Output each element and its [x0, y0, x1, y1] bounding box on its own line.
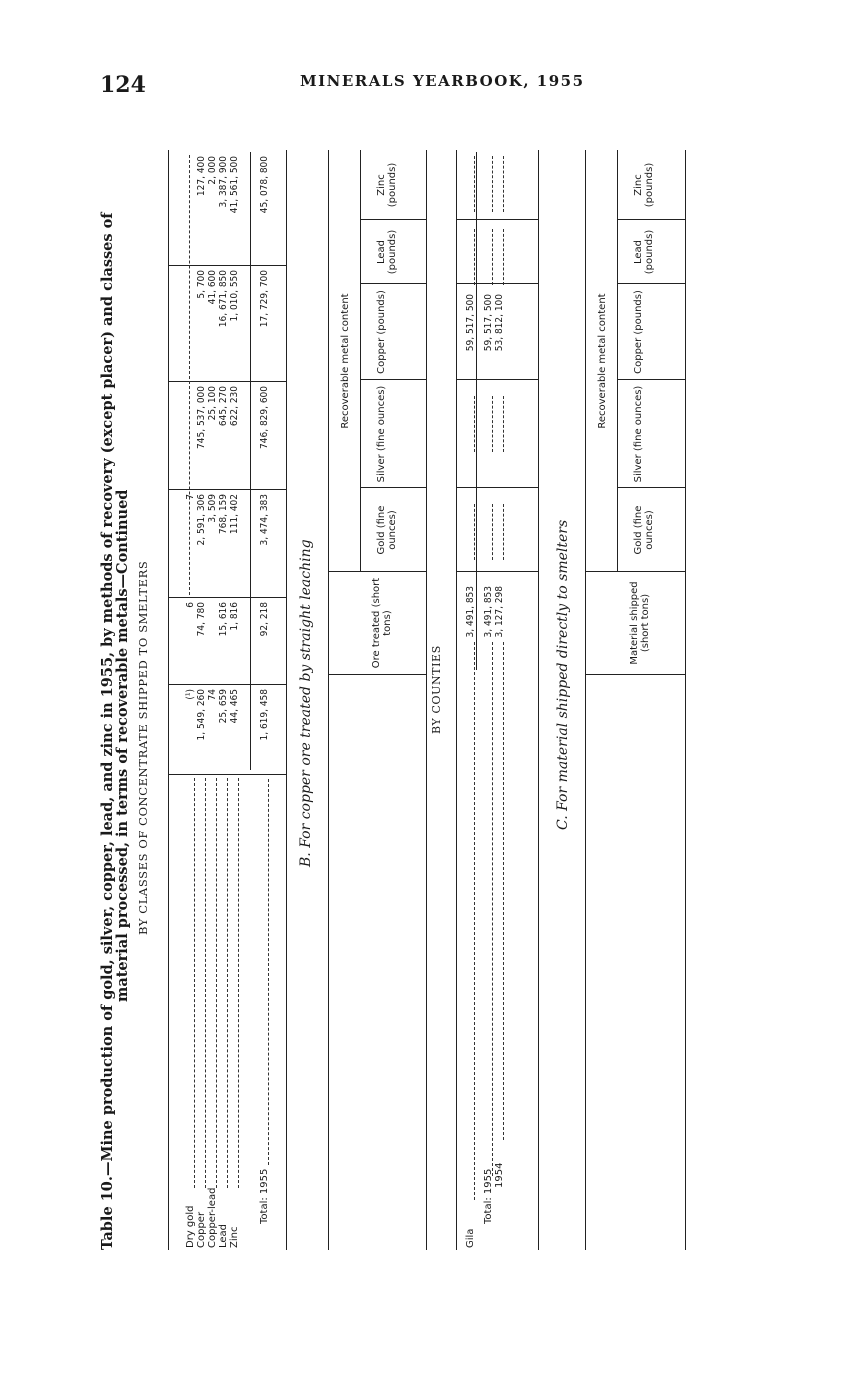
table-c-group-rule: [617, 150, 618, 572]
table-b-col-rule: [360, 219, 426, 220]
table-a-total-cell: 45, 078, 800: [259, 156, 270, 214]
table-b-row-label: Total: 1955: [483, 1168, 494, 1224]
empty-cell-leader: [503, 396, 504, 452]
empty-cell-leader: [503, 229, 504, 285]
table-b-cell: 3, 491, 853: [465, 586, 476, 638]
table-b-row-label: Gila: [465, 1228, 476, 1248]
table-b-col-header: Copper (pounds): [376, 290, 387, 374]
table-a-cell: 25, 659: [218, 689, 229, 724]
table-b-total-rule: [476, 152, 477, 670]
table-a-cell: 645, 270: [218, 386, 229, 427]
table-a-total-rule: [250, 152, 251, 770]
table-b-col-header: Lead (pounds): [376, 229, 398, 275]
table-a-cell: 7: [185, 494, 196, 500]
table-b-group-rule: [360, 150, 361, 572]
table-a-cell: 74, 780: [196, 602, 207, 637]
table-c-col-rule: [617, 487, 685, 488]
table-b-col-rule: [456, 219, 538, 220]
subheading-by-classes: BY CLASSES OF CONCENTRATE SHIPPED TO SMELTERS: [136, 560, 150, 935]
table-c-col-header: Lead (pounds): [633, 229, 655, 275]
table-c-col-header: Copper (pounds): [633, 290, 644, 374]
table-a-cell: 41, 600: [207, 270, 218, 305]
dot-leader: [205, 778, 206, 1188]
table-caption-line1: Table 10.—Mine production of gold, silver, copper, lead, and zinc in 1955, by methods of recovery (except placer) and classes of: [99, 212, 116, 1250]
table-b-cell: 59, 517, 500: [483, 294, 494, 352]
table-b-col-header: Silver (fine ounces): [376, 385, 387, 483]
empty-cell-leader: [492, 396, 493, 452]
table-a-row-label: Copper: [196, 1211, 207, 1248]
table-b-col-rule: [456, 487, 538, 488]
table-b-first-col-header: Ore treated (short tons): [371, 577, 393, 669]
table-a-total-cell: 92, 218: [259, 602, 270, 637]
table-c-col-rule: [617, 219, 685, 220]
dot-leader: [503, 642, 504, 1140]
table-a-total-cell: 17, 729, 700: [259, 270, 270, 328]
table-b-col-rule: [456, 283, 538, 284]
table-a-cell: 41, 561, 500: [229, 156, 240, 214]
table-b-data-rule: [456, 150, 457, 1250]
table-a-total-label: Total: 1955: [259, 1168, 270, 1224]
table-c-first-col-header: Material shipped (short tons): [629, 581, 651, 665]
table-a-cell: 745, 537, 000: [196, 386, 207, 449]
table-a-col-rule: [168, 265, 286, 266]
table-a-cell: 127, 400: [196, 156, 207, 197]
table-a-total-cell: 3, 474, 383: [259, 494, 270, 546]
table-c-col-header: Silver (fine ounces): [633, 385, 644, 483]
page-number: 124: [100, 72, 146, 98]
table-a-cell: 3, 387, 900: [218, 156, 229, 208]
table-b-col-rule: [360, 283, 426, 284]
table-a-row-label: Dry gold: [185, 1205, 196, 1248]
table-b-top-rule: [328, 150, 329, 1250]
table-b-col-rule: [456, 379, 538, 380]
running-title: MINERALS YEARBOOK, 1955: [300, 72, 585, 90]
table-b-cell: 53, 812, 100: [494, 294, 505, 352]
table-b-first-col-rule: [328, 571, 426, 572]
table-a-cell: 25, 100: [207, 386, 218, 421]
table-b-row-label: 1954: [494, 1162, 505, 1188]
section-c-title: C. For material shipped directly to smelters: [555, 519, 571, 830]
table-a-row-label: Lead: [218, 1223, 229, 1248]
empty-cell-leader: [474, 156, 475, 212]
table-a-cell: 1, 816: [229, 602, 240, 631]
section-b-title: B. For copper ore treated by straight leaching: [298, 539, 314, 867]
table-b-end-rule: [538, 150, 539, 1250]
table-a-cell: 1, 010, 550: [229, 270, 240, 322]
table-a-cell: 74: [207, 689, 218, 701]
table-c-col-rule: [617, 379, 685, 380]
empty-cell-leader: [474, 504, 475, 560]
by-counties-label: BY COUNTIES: [430, 645, 443, 734]
table-c-group-header: Recoverable metal content: [597, 293, 608, 429]
table-caption-line2: material processed, in terms of recoverable metals—Continued: [114, 489, 131, 1002]
table-c-top-rule: [585, 150, 586, 1250]
table-b-cell: 3, 127, 298: [494, 586, 505, 638]
empty-cell-leader: [503, 156, 504, 212]
column-separator: [189, 155, 190, 595]
table-a-col-rule: [168, 489, 286, 490]
table-a-cell: 15, 616: [218, 602, 229, 637]
empty-cell-leader: [492, 229, 493, 285]
table-a-top-rule: [168, 150, 169, 1250]
table-a-row-label: Copper-lead: [207, 1187, 218, 1248]
dot-leader: [227, 778, 228, 1188]
table-a-cell: 768, 159: [218, 494, 229, 535]
empty-cell-leader: [492, 504, 493, 560]
table-c-col-header: Zinc (pounds): [633, 162, 655, 208]
table-b-cell: 3, 491, 853: [483, 586, 494, 638]
dot-leader: [474, 642, 475, 1200]
table-a-row-label: Zinc: [229, 1226, 240, 1248]
table-b-col-header: Gold (fine ounces): [376, 505, 398, 555]
empty-cell-leader: [474, 396, 475, 452]
table-b-cell: 59, 517, 500: [465, 294, 476, 352]
table-b-group-header: Recoverable metal content: [340, 293, 351, 429]
table-a-col-rule: [168, 597, 286, 598]
table-b-bottom-rule: [426, 150, 427, 1250]
table-a-cell: (¹): [185, 689, 196, 700]
table-c-stub-rule: [585, 674, 685, 675]
table-a-total-cell: 1, 619, 458: [259, 689, 270, 741]
table-a-cell: 2, 591, 306: [196, 494, 207, 546]
table-a-cell: 1, 549, 260: [196, 689, 207, 741]
table-a-cell: 16, 671, 850: [218, 270, 229, 328]
dot-leader: [238, 778, 239, 1188]
table-b-stub-rule: [328, 674, 426, 675]
table-a-total-cell: 746, 829, 600: [259, 386, 270, 449]
dot-leader: [194, 778, 195, 1188]
dot-leader: [268, 779, 269, 1165]
table-a-cell: 111, 402: [229, 494, 240, 535]
table-b-col-header: Zinc (pounds): [376, 162, 398, 208]
table-a-cell: 5, 700: [196, 270, 207, 299]
empty-cell-leader: [492, 156, 493, 212]
table-b-col-rule: [360, 379, 426, 380]
rotated-table-page: [100, 150, 686, 1250]
table-a-bottom-rule: [286, 150, 287, 1250]
table-b-col-rule: [360, 487, 426, 488]
table-c-bottom-rule: [685, 150, 686, 1250]
table-a-cell: 6: [185, 602, 196, 608]
table-b-col-rule: [456, 571, 538, 572]
table-c-col-header: Gold (fine ounces): [633, 505, 655, 555]
table-a-cell: 622, 230: [229, 386, 240, 427]
table-a-cell: 3, 509: [207, 494, 218, 523]
table-c-col-rule: [617, 283, 685, 284]
table-a-cell: 2, 000: [207, 156, 218, 185]
table-a-col-rule: [168, 381, 286, 382]
empty-cell-leader: [474, 229, 475, 285]
empty-cell-leader: [503, 504, 504, 560]
dot-leader: [216, 778, 217, 1188]
table-a-cell: 44, 465: [229, 689, 240, 724]
table-c-first-col-rule: [585, 571, 685, 572]
dot-leader: [492, 642, 493, 1176]
